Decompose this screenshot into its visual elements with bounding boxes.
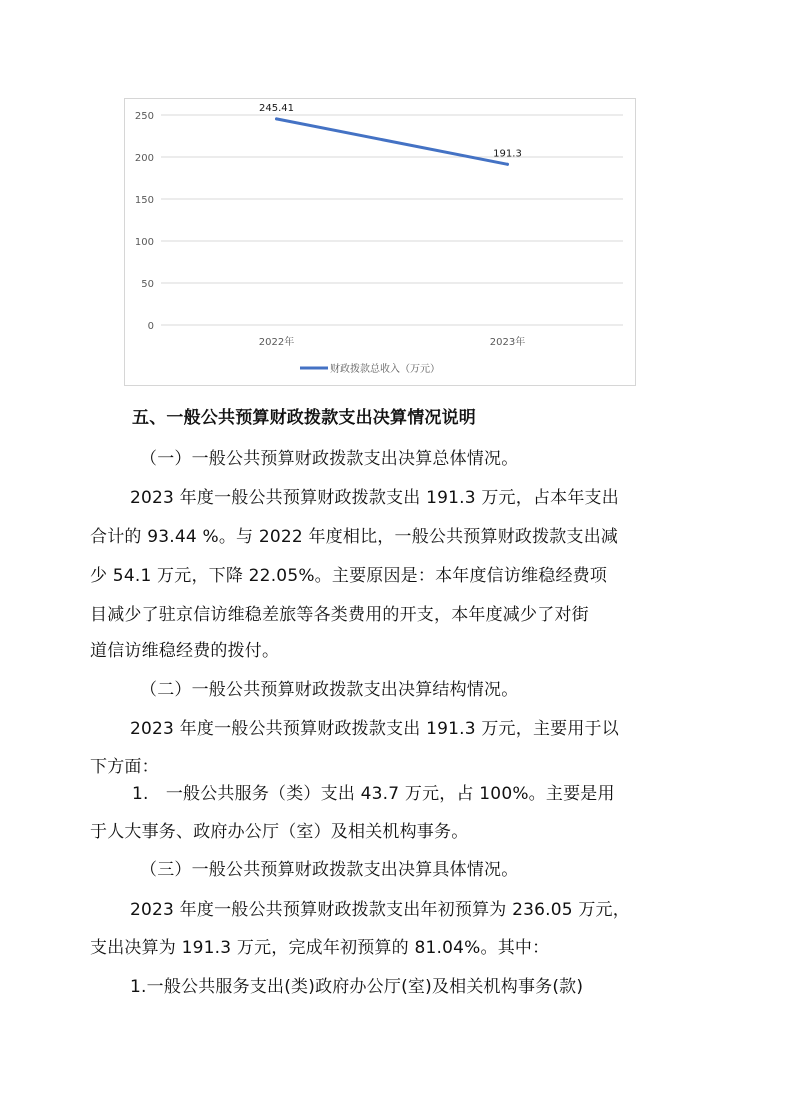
paragraph-line: 合计的 93.44 %。与 2022 年度相比，一般公共预算财政拨款支出减	[90, 527, 619, 547]
list-item-line: 1. 一般公共服务（类）支出 43.7 万元，占 100%。主要是用	[132, 784, 615, 804]
paragraph-subheading-2: （二）一般公共预算财政拨款支出决算结构情况。	[140, 680, 519, 700]
paragraph-line: 1.一般公共服务支出(类)政府办公厅(室)及相关机构事务(款)	[130, 977, 584, 997]
paragraph-line: 2023 年度一般公共预算财政拨款支出 191.3 万元，占本年支出	[130, 488, 619, 508]
paragraph-line: 少 54.1 万元，下降 22.05%。主要原因是：本年度信访维稳经费项	[90, 566, 608, 586]
x-tick-label: 2022年	[258, 337, 295, 348]
y-tick-label: 200	[134, 153, 154, 164]
y-tick-label: 250	[134, 111, 154, 122]
paragraph-line: 目减少了驻京信访维稳差旅等各类费用的开支，本年度减少了对街	[90, 605, 589, 625]
paragraph-line: 支出决算为 191.3 万元，完成年初预算的 81.04%。其中：	[90, 938, 550, 958]
x-tick-label: 2023年	[489, 337, 526, 348]
paragraph-line: 2023 年度一般公共预算财政拨款支出年初预算为 236.05 万元，	[130, 900, 630, 920]
y-tick-label: 100	[134, 237, 154, 248]
paragraph-subheading-3: （三）一般公共预算财政拨款支出决算具体情况。	[140, 860, 519, 880]
paragraph-line: 道信访维稳经费的拨付。	[90, 641, 280, 661]
y-tick-label: 150	[134, 195, 154, 206]
line-chart	[124, 98, 636, 386]
list-item-line: 于人大事务、政府办公厅（室）及相关机构事务。	[90, 822, 469, 842]
paragraph-line: 2023 年度一般公共预算财政拨款支出 191.3 万元，主要用于以	[130, 719, 619, 739]
data-point	[275, 117, 278, 120]
y-tick-label: 50	[141, 279, 154, 290]
data-label: 191.3	[493, 148, 522, 160]
y-tick-label: 0	[147, 321, 154, 332]
legend-label: 财政拨款总收入（万元）	[330, 364, 440, 375]
chart-svg	[125, 99, 637, 387]
section-heading: 五、一般公共预算财政拨款支出决算情况说明	[132, 408, 476, 428]
paragraph-subheading-1: （一）一般公共预算财政拨款支出决算总体情况。	[140, 449, 519, 469]
data-label: 245.41	[259, 102, 294, 114]
data-point	[506, 163, 509, 166]
paragraph-line: 下方面：	[90, 757, 159, 777]
